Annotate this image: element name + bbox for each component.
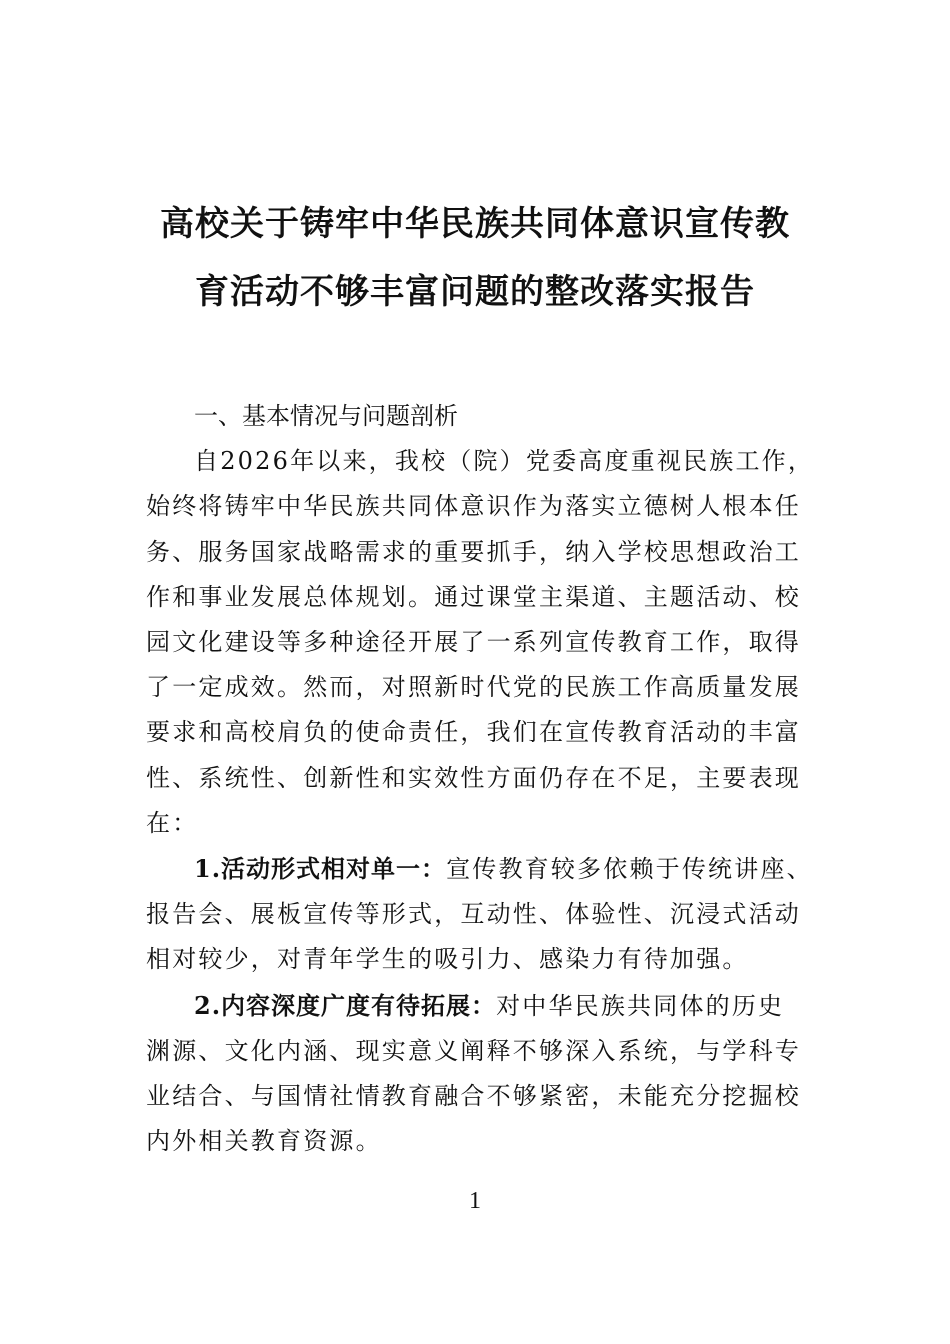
document-body: [146, 394, 815, 1164]
item-1-label: 1.活动形式相对单一：: [194, 854, 447, 884]
paragraph-line: 内外相关教育资源。: [146, 1127, 382, 1156]
paragraph-line: 相对较少，对青年学生的吸引力、感染力有待加强。: [146, 945, 749, 974]
paragraph-line: 自2026年以来，我校（院）党委高度重视民族工作，: [194, 447, 815, 476]
paragraph-line: 报告会、展板宣传等形式，互动性、体验性、沉浸式活动: [146, 900, 801, 929]
paragraph-line: [146, 846, 813, 892]
paragraph-line: 园文化建设等多种途径开展了一系列宣传教育工作，取得: [146, 628, 801, 657]
document-title: [120, 190, 830, 326]
item-2-text: 对中华民族共同体的历史: [496, 991, 785, 1020]
item-2-paragraph: [146, 983, 808, 1165]
page-number: 1: [469, 1188, 481, 1214]
item-2-label: 2.内容深度广度有待拓展：: [194, 990, 497, 1020]
paragraph-line: 作和事业发展总体规划。通过课堂主渠道、主题活动、校: [146, 582, 801, 611]
paragraph-line: 在：: [146, 808, 199, 837]
paragraph-line: 业结合、与国情社情教育融合不够紧密，未能充分挖掘校: [146, 1082, 801, 1111]
paragraph-line: 了一定成效。然而，对照新时代党的民族工作高质量发展: [146, 673, 801, 702]
paragraph-line: 要求和高校肩负的使命责任，我们在宣传教育活动的丰富: [146, 718, 801, 747]
title-line-1: 高校关于铸牢中华民族共同体意识宣传教: [160, 204, 790, 244]
paragraph-line: [146, 983, 808, 1029]
paragraph-line: 始终将铸牢中华民族共同体意识作为落实立德树人根本任: [146, 492, 801, 521]
title-line-2: 育活动不够丰富问题的整改落实报告: [195, 272, 755, 312]
intro-paragraph: [146, 439, 815, 846]
item-1-paragraph: [146, 846, 813, 983]
paragraph-line: 性、系统性、创新性和实效性方面仍存在不足，主要表现: [146, 763, 801, 792]
paragraph-line: 务、服务国家战略需求的重要抓手，纳入学校思想政治工: [146, 537, 801, 566]
item-1-text: 宣传教育较多依赖于传统讲座、: [446, 855, 813, 884]
paragraph-line: 渊源、文化内涵、现实意义阐释不够深入系统，与学科专: [146, 1036, 801, 1065]
section-heading: 一、基本情况与问题剖析: [194, 402, 458, 430]
